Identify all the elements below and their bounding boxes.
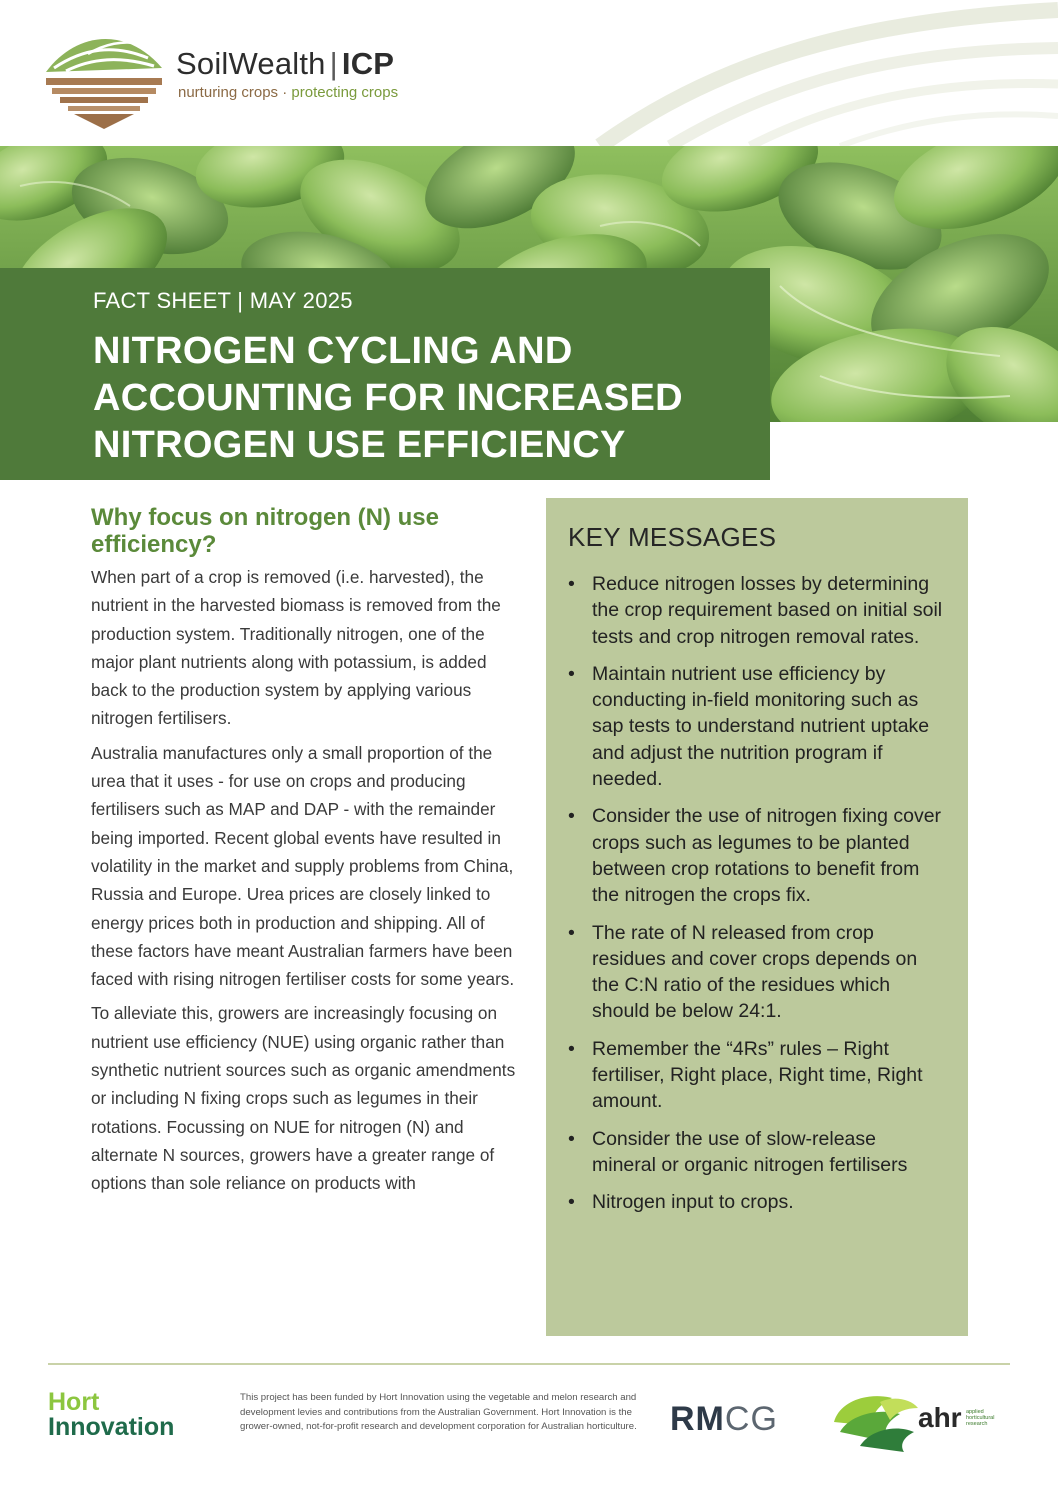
paragraph: Australia manufactures only a small proportion of the urea that it uses - for use on crops and producing fertilisers such as MAP and DAP - with the remainder being imported. Recent global events have resulted in volatility in the market and supply problems from China, Russia and Europe. Urea prices are closely linked to energy prices both in production and shipping. All of these factors have meant Australian farmers have been faced with rising nitrogen fertiliser costs for some years.: [91, 742, 515, 990]
rmcg-logo: [670, 1400, 778, 1439]
bullet-icon: •: [568, 1127, 575, 1150]
key-messages-box: [546, 498, 968, 1336]
brand-separator: |: [329, 46, 338, 81]
brand-soilwealth: SoilWealth: [176, 46, 326, 81]
rmcg-light: CG: [724, 1400, 778, 1438]
bullet-icon: •: [568, 662, 575, 685]
ahr-wordmark: ahr: [918, 1402, 962, 1433]
paragraph: To alleviate this, growers are increasingly focusing on nutrient use efficiency (NUE) using organic rather than synthetic nutrient sources such as organic amendments or including N fixing crops such as legumes in their rotations. Focussing on NUE for nitrogen (N) and alternate N sources, growers have a greater range of options than sole reliance on products with: [91, 1003, 516, 1194]
hort-logo-line2: Innovation: [48, 1413, 175, 1441]
bullet-icon: •: [568, 1037, 575, 1060]
list-item: [568, 1126, 944, 1179]
brand-icp: ICP: [341, 46, 395, 81]
list-item-text: The rate of N released from crop residues and cover crops depends on the C:N ratio of the residues which should be below 24:1.: [592, 921, 918, 1023]
page-title: [93, 328, 770, 469]
list-item-text: Consider the use of nitrogen fixing cover crops such as legumes to be planted between crop rotations to benefit from the nitrogen the crops fix.: [592, 805, 942, 907]
body-text: [91, 563, 516, 1198]
rmcg-bold: RM: [670, 1400, 725, 1438]
list-item: [568, 1189, 944, 1215]
title-line: ACCOUNTING FOR INCREASED: [93, 377, 683, 419]
title-line: NITROGEN CYCLING AND: [93, 330, 573, 372]
bullet-icon: •: [568, 921, 575, 944]
hort-logo-line1: Hort: [48, 1388, 100, 1416]
title-line: NITROGEN USE EFFICIENCY: [93, 424, 626, 466]
section-heading: [91, 504, 516, 558]
funding-statement: This project has been funded by Hort Innovation using the vegetable and melon research and development levies and contributions from the Australian Government. Hort Innovation is the grower-owned, not-for-profit research and development corporation for Australian horticulture.: [240, 1392, 637, 1432]
list-item: [568, 571, 944, 650]
list-item-text: Maintain nutrient use efficiency by conducting in-field monitoring such as sap tests to understand nutrient uptake and adjust the nutrition program if needed.: [592, 662, 930, 791]
main-column: [91, 504, 516, 1198]
paragraph: When part of a crop is removed (i.e. harvested), the nutrient in the harvested biomass is removed from the production system. Traditionally nitrogen, one of the major plant nutrients along with potassium, is added back to the production system by applying various nitrogen fertilisers.: [91, 567, 501, 729]
list-item: [568, 1036, 944, 1115]
tagline-part2: protecting crops: [291, 84, 399, 101]
bullet-icon: •: [568, 1191, 575, 1214]
list-item: [568, 803, 944, 908]
swoosh-decoration: [560, 0, 1058, 146]
soilwealth-logo-icon: [44, 28, 164, 130]
list-item-text: Consider the use of slow-release mineral or organic nitrogen fertilisers: [592, 1127, 908, 1176]
bullet-icon: •: [568, 805, 575, 828]
footer-divider: [48, 1363, 1010, 1365]
brand-tagline: [178, 84, 398, 101]
bullet-icon: •: [568, 573, 575, 595]
fact-sheet-kicker: FACT SHEET | MAY 2025: [93, 288, 353, 313]
page-header: [0, 0, 1058, 146]
brand-name: [176, 46, 394, 82]
list-item-text: Remember the “4Rs” rules – Right fertiliser, Right place, Right time, Right amount.: [592, 1037, 923, 1113]
key-messages-list: [568, 571, 944, 1216]
hort-innovation-logo: [48, 1390, 174, 1440]
title-banner: [0, 268, 770, 480]
tagline-part1: nurturing crops ·: [178, 84, 288, 101]
key-messages-title: KEY MESSAGES: [568, 522, 777, 552]
list-item-text: Nitrogen input to crops.: [592, 1191, 794, 1214]
list-item-text: Reduce nitrogen losses by determining the crop requirement based on initial soil tests and crop nitrogen removal rates.: [592, 573, 943, 648]
list-item: [568, 661, 944, 792]
ahr-tagline: applied horticultural research: [966, 1409, 995, 1427]
list-item: [568, 920, 944, 1025]
heading-line: Why focus on nitrogen (N) use: [91, 504, 439, 531]
heading-line: efficiency?: [91, 531, 217, 558]
